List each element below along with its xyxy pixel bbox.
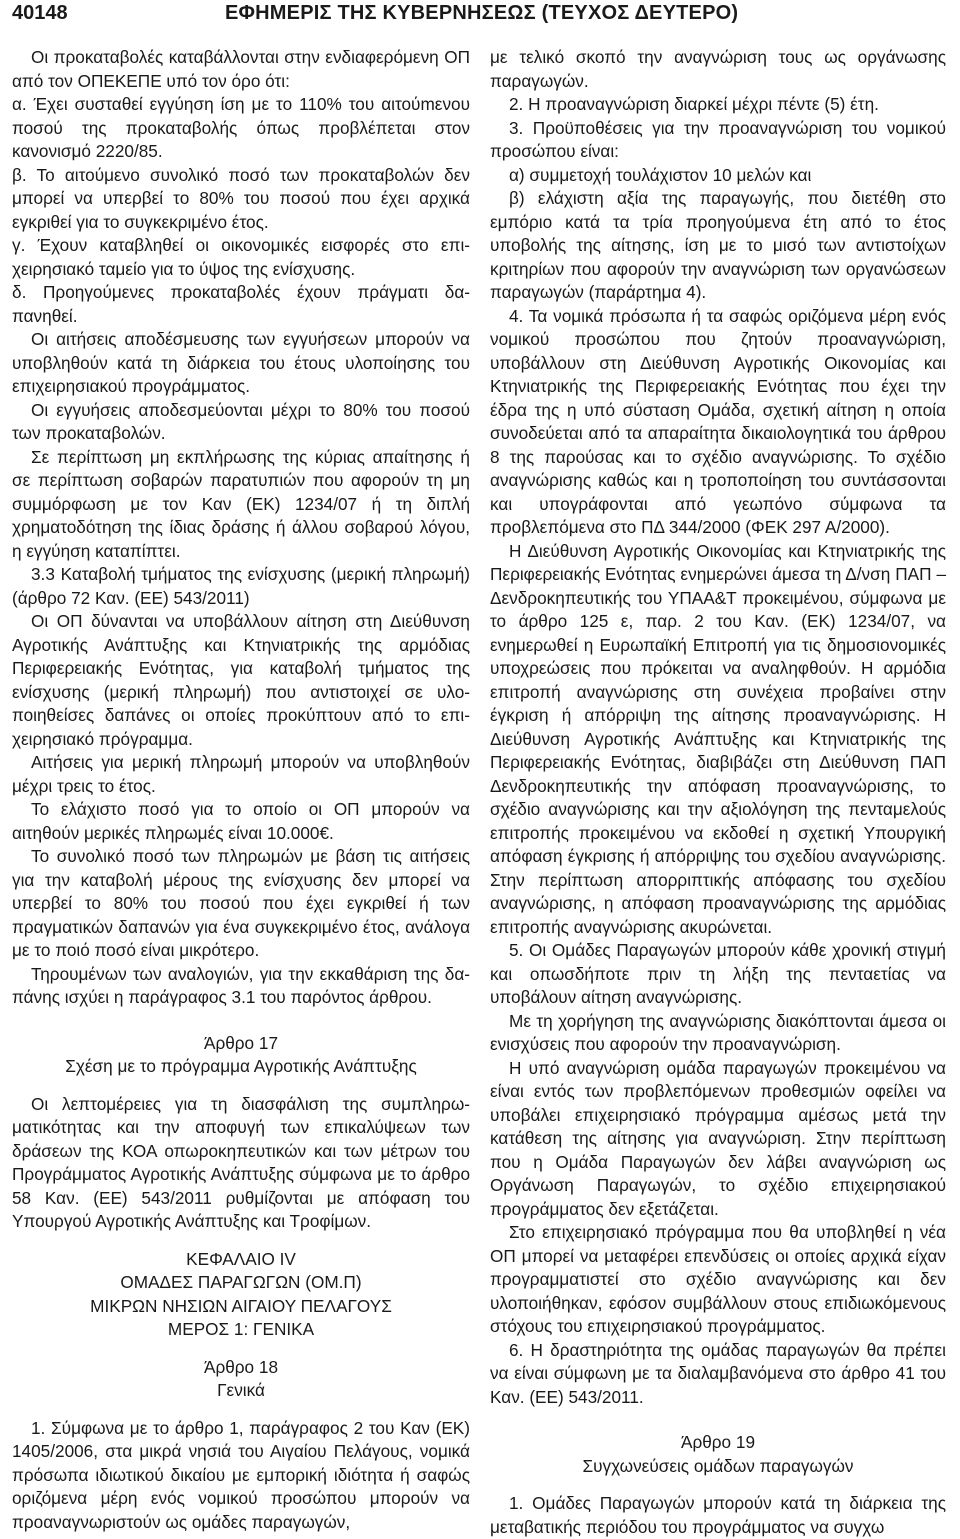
chapter-title-line: ΜΙΚΡΩΝ ΝΗΣΙΩΝ ΑΙΓΑΙΟΥ ΠΕΛΑΓΟΥΣ <box>90 1295 392 1316</box>
article-title: Άρθρο 17 <box>203 1032 279 1053</box>
paragraph: Στο επιχειρησιακό πρόγραμμα που θα υποβληθεί η νέα ΟΠ μπορεί να μεταφέρει επενδύσεις οι οποίες αρχικά είχαν προγραμματιστεί στο σχέδιο αναγνώρισης και δεν υλοποιήθηκαν, εφόσον συμβάλλουν στους επιδιωκόμενους στόχους του επιχειρησιακού προγράμματος. <box>490 1222 946 1336</box>
section-heading: 3.3 Καταβολή τμήματος της ενίσχυσης (μερική πληρωμή) (άρθρο 72 Καν. (ΕΕ) 543/2011) <box>12 564 470 608</box>
journal-title: ΕΦΗΜΕΡΙΣ ΤΗΣ ΚΥΒΕΡΝΗΣΕΩΣ (ΤΕΥΧΟΣ ΔΕΥΤΕΡΟ) <box>225 2 739 24</box>
page-number: 40148 <box>12 2 68 24</box>
part-title: ΜΕΡΟΣ 1: ΓΕΝΙΚΑ <box>167 1319 315 1339</box>
paragraph: Οι ΟΠ δύνανται να υποβάλλουν αίτηση στη Διεύθυνση Αγροτικής Ανάπτυξης και Κτηνιατρικής της αρμόδιας Περιφερειακής Ενότητας, για καταβολή τμήματος της ενίσχυσης (μερική πληρωμή) που αντιστοιχεί σε υλοποιηθείσες δαπάνες οι οποίες προκύπτουν από το επιχειρησιακό πρόγραμμα. <box>12 611 470 749</box>
paragraph: Η Διεύθυνση Αγροτικής Οικονομίας και Κτηνιατρικής της Περιφερειακής Ενότητας ενημερώνει άμεσα τη Δ/νση ΠΑΠ – Δενδροκηπευτικής του ΥΠΑΑ&Τ προκειμένου, σύμφωνα με το άρθρο 125 ε, παρ. 2 του Καν. (ΕΚ) 1234/07, να ενημερωθεί η Ευρωπαϊκή Επιτροπή για τις δημοσιονομικές υποχρεώσεις που πρόκειται να αναληφθούν. Η αρμόδια επιτροπή αναγνώρισης στη συνέχεια προβαίνει στην έγκριση ή απόρριψη της αίτησης προαναγνώρισης. Η Διεύθυνση Αγροτικής Ανάπτυξης και Κτηνιατρικής της Περιφερειακής Ενότητας, διαβιβάζει στη Διεύθυνση ΠΑΠ Δενδροκηπευτικής την απόφαση προαναγνώρισης, το σχέδιο αναγνώρισης και την αξιολόγηση της πενταμελούς επιτροπής προκειμένου να εκδοθεί η σχετική Υπουργική απόφαση έγκρισης ή απόρριψης του σχεδίου αναγνώρισης. Στην περίπτωση απορριπτικής απόφασης του σχεδίου αναγνώρισης, η απόφαση προαναγνώρισης της αρμόδιας επιτροπής αναγνώρισης ακυρώνεται. <box>490 540 946 937</box>
article-subtitle: Γενικά <box>217 1380 265 1400</box>
paragraph: Το ελάχιστο ποσό για το οποίο οι ΟΠ μπορούν να αιτηθούν μερικές πληρωμές είναι 10.000€. <box>12 799 470 843</box>
right-column <box>490 46 946 1539</box>
paragraph: Τηρουμένων των αναλογιών, για την εκκαθάριση της δαπάνης ισχύει η παράγραφος 3.1 του παρόντος άρθρου. <box>12 963 470 1007</box>
paragraph: Με τη χορήγηση της αναγνώρισης διακόπτονται άμεσα οι ενισχύσεις που αφορούν την προαναγνώριση. <box>490 1010 946 1054</box>
paragraph: α) συμμετοχή τουλάχιστον 10 μελών και <box>509 164 812 185</box>
paragraph: 1. Σύμφωνα με το άρθρο 1, παράγραφος 2 του Καν (ΕΚ) 1405/2006, στα μικρά νησιά του Αιγαίου Πελάγους, νομικά πρόσωπα ιδιωτικού δικαίου με εμπορική ιδιότητα ή σαφώς οριζόμενα μέρη ενός νομικού προσώπου μπορούν να προαναγνωριστούν ως ομάδες παραγωγών, <box>12 1417 470 1532</box>
article-subtitle: Σχέση με το πρόγραμμα Αγροτικής Ανάπτυξης <box>65 1056 417 1076</box>
paragraph: Η υπό αναγνώριση ομάδα παραγωγών προκειμένου να είναι εντός των προβλεπόμενων προθεσμιών οφείλει να υποβάλει επιχειρησιακό πρόγραμμα αμέσως μετά την κατάθεση της αίτησης για αναγνώριση. Στην περίπτωση που η Ομάδα Παραγωγών δεν λάβει αναγνώριση ως Οργάνωση Παραγωγών, το σχέδιο επιχειρησιακού προγράμματος δεν εξετάζεται. <box>490 1057 946 1219</box>
paragraph: α. Έχει συσταθεί εγγύηση ίση με το 110% του αιτούmενου ποσού της προκαταβολής όπως προβλέπεται στον κανονισμό 2220/85. <box>12 94 470 161</box>
left-column <box>12 46 470 1534</box>
paragraph: δ. Προηγούμενες προκαταβολές έχουν πράγματι δαπανηθεί. <box>12 282 470 326</box>
paragraph: 4. Τα νομικά πρόσωπα ή τα σαφώς οριζόμενα μέρη ενός νομικού προσώπου που ζητούν προαναγνώριση, υποβάλλουν στη Διεύθυνση Αγροτικής Οικονομίας και Κτηνιατρικής της Περιφερειακής Ενότητας που έχει την έδρα της η υπό σύσταση Ομάδα, σχετική αίτηση η οποία συνοδεύεται από τα απαραίτητα δικαιολογητικά του άρθρου 8 της παρούσας και το σχέδιο αναγνώρισης. Το σχέδιο αναγνώρισης καθώς και η τροποποίηση του συντάσσονται και υπογράφονται από γεωπόνο σύμφωνα τα προβλεπόμενα στο ΠΔ 344/2000 (ΦΕΚ 297 Α/2000). <box>490 305 946 537</box>
page-header <box>0 0 960 40</box>
paragraph: 2. Η προαναγνώριση διαρκεί μέχρι πέντε (5) έτη. <box>509 94 879 114</box>
paragraph: Το συνολικό ποσό των πληρωμών με βάση τις αιτήσεις για την καταβολή μέρους της ενίσχυσης δεν μπορεί να υπερβεί το 80% του ποσού που έχει εγκριθεί ή των πραγματικών δαπανών για ένα συγκεκριμένο έτος, ανάλογα με το ποιό ποσό είναι μικρότερο. <box>12 846 470 960</box>
paragraph: 1. Ομάδες Παραγωγών μπορούν κατά τη διάρκεια της μεταβατικής περιόδου του προγράμματος να συγχω <box>490 1493 946 1537</box>
chapter-title-line: ΟΜΑΔΕΣ ΠΑΡΑΓΩΓΩΝ (ΟΜ.Π) <box>120 1272 362 1292</box>
paragraph: Οι λεπτομέρειες για τη διασφάλιση της συμπληρωματικότητας και την αποφυγή των επικαλύψεων των δράσεων της ΚΟΑ οπωροκηπευτικών και των μέτρων του Προγράμματος Αγροτικής Ανάπτυξης σύμφωνα με το άρθρο 58 Καν. (ΕΕ) 543/2011 ρυθμίζονται με απόφαση του Υπουργού Αγροτικής Ανάπτυξης και Τροφίμων. <box>12 1093 470 1231</box>
paragraph: 5. Οι Ομάδες Παραγωγών μπορούν κάθε χρονική στιγμή και οπωσδήποτε πριν τη λήξη της πενταετίας να υποβάλουν αίτηση αναγνώρισης. <box>490 940 946 1007</box>
paragraph: Οι εγγυήσεις αποδεσμεύονται μέχρι το 80% του ποσού των προκαταβολών. <box>12 399 470 443</box>
paragraph: 3. Προϋποθέσεις για την προαναγνώριση του νομικού προσώπου είναι: <box>490 117 946 161</box>
paragraph: με τελικό σκοπό την αναγνώριση τους ως οργάνωσης παραγωγών. <box>490 47 946 91</box>
paragraph: β) ελάχιστη αξία της παραγωγής, που διετέθη στο εμπόριο κατά τα τρία προηγούμενα έτη από το έτος υποβολής της αίτησης, ίση με το μισό των αντιστοίχων κριτηρίων που αφορούν την αναγνώριση των οργανώσεων παραγωγών (παράρτημα 4). <box>490 188 946 302</box>
paragraph: Οι αιτήσεις αποδέσμευσης των εγγυήσεων μπορούν να υποβληθούν κατά τη διάρκεια του έτους υλοποίησης του επιχειρησιακού προγράμματος. <box>12 329 470 396</box>
paragraph: γ. Έχουν καταβληθεί οι οικονομικές εισφορές στο επιχειρησιακό ταμείο για το ύψος της ενίσχυσης. <box>12 235 470 279</box>
article-subtitle: Συγχωνεύσεις ομάδων παραγωγών <box>582 1455 854 1476</box>
paragraph: Αιτήσεις για μερική πληρωμή μπορούν να υποβληθούν μέχρι τρεις το έτος. <box>12 752 470 796</box>
article-title: Άρθρο 19 <box>680 1432 756 1452</box>
chapter-title: ΚΕΦΑΛΑΙΟ IV <box>186 1248 296 1269</box>
paragraph: Σε περίπτωση μη εκπλήρωσης της κύριας απαίτησης ή σε περίπτωση σοβαρών παρατυπιών που αφορούν τη μη συμμόρφωση με τον Καν (ΕΚ) 1234/07 ή τη διπλή χρηματοδότηση της ίδιας δράσης ή άλλου σοβαρού λόγου, η εγγύηση καταπίπτει. <box>12 446 470 561</box>
paragraph: 6. Η δραστηριότητα της ομάδας παραγωγών θα πρέπει να είναι σύμφωνη με τα διαλαμβανόμενα στο άρθρο 41 του Καν. (ΕΕ) 543/2011. <box>490 1339 946 1407</box>
article-title: Άρθρο 18 <box>203 1356 279 1377</box>
paragraph: Οι προκαταβολές καταβάλλονται στην ενδιαφερόμενη ΟΠ από τον ΟΠΕΚΕΠΕ υπό τον όρο ότι: <box>12 47 470 91</box>
paragraph: β. Το αιτούμενο συνολικό ποσό των προκαταβολών δεν μπορεί να υπερβεί το 80% του ποσού που έχει αρχικά εγκριθεί για το συγκεκριμένο έτος. <box>12 164 470 232</box>
